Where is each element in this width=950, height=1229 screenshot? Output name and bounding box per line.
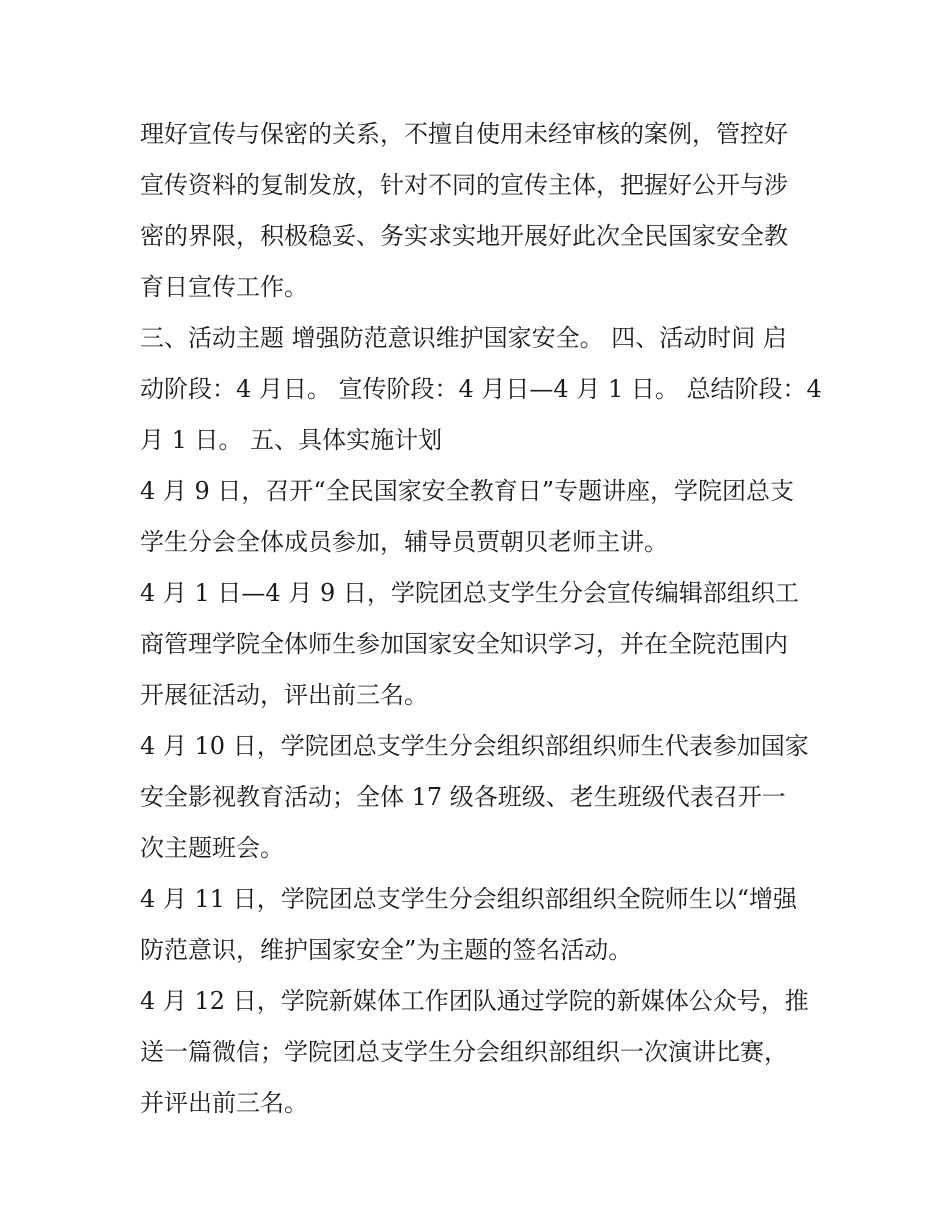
text-line: 4 月 11 日，学院团总支学生分会组织部组织全院师生以“增强 <box>140 885 797 913</box>
text-line: 4 月 1 日—4 月 9 日，学院团总支学生分会宣传编辑部组织工 <box>140 579 799 607</box>
text-line: 次主题班会。 <box>140 834 284 862</box>
paragraph-april-9-lecture <box>140 466 820 568</box>
text-line: 开展征活动，评出前三名。 <box>140 681 428 709</box>
text-line: 商管理学院全体师生参加国家安全知识学习，并在全院范围内 <box>140 630 788 658</box>
text-line: 宣传资料的复制发放，针对不同的宣传主体，把握好公开与涉 <box>140 171 788 199</box>
text-line: 学生分会全体成员参加，辅导员贾朝贝老师主讲。 <box>140 528 668 556</box>
text-line: 防范意识，维护国家安全”为主题的签名活动。 <box>140 936 633 964</box>
text-line: 安全影视教育活动；全体 17 级各班级、老生班级代表召开一 <box>140 783 786 811</box>
paragraph-theme-and-schedule <box>140 313 820 466</box>
text-line: 理好宣传与保密的关系，不擅自使用未经审核的案例，管控好 <box>140 120 788 148</box>
text-line: 育日宣传工作。 <box>140 273 308 301</box>
text-line: 4 月 12 日，学院新媒体工作团队通过学院的新媒体公众号，推 <box>140 987 809 1015</box>
text-line: 月 1 日。 五、具体实施计划 <box>140 426 443 454</box>
text-line: 动阶段：4 月日。 宣传阶段：4 月日—4 月 1 日。 总结阶段：4 <box>140 375 822 403</box>
paragraph-april-11-signature <box>140 874 820 976</box>
paragraph-april-12-new-media <box>140 976 820 1129</box>
text-line: 4 月 10 日，学院团总支学生分会组织部组织师生代表参加国家 <box>140 732 809 760</box>
paragraph-knowledge-study <box>140 568 820 721</box>
text-line: 送一篇微信；学院团总支学生分会组织部组织一次演讲比赛， <box>140 1038 788 1066</box>
document-body <box>140 109 820 1129</box>
paragraph-publicity-confidentiality <box>140 109 820 313</box>
text-line: 密的界限，积极稳妥、务实求实地开展好此次全民国家安全教 <box>140 222 788 250</box>
text-line: 4 月 9 日，召开“全民国家安全教育日”专题讲座，学院团总支 <box>140 477 794 505</box>
text-line: 并评出前三名。 <box>140 1089 308 1117</box>
paragraph-april-10-film-education <box>140 721 820 874</box>
text-line: 三、活动主题 增强防范意识维护国家安全。 四、活动时间 启 <box>140 324 787 352</box>
